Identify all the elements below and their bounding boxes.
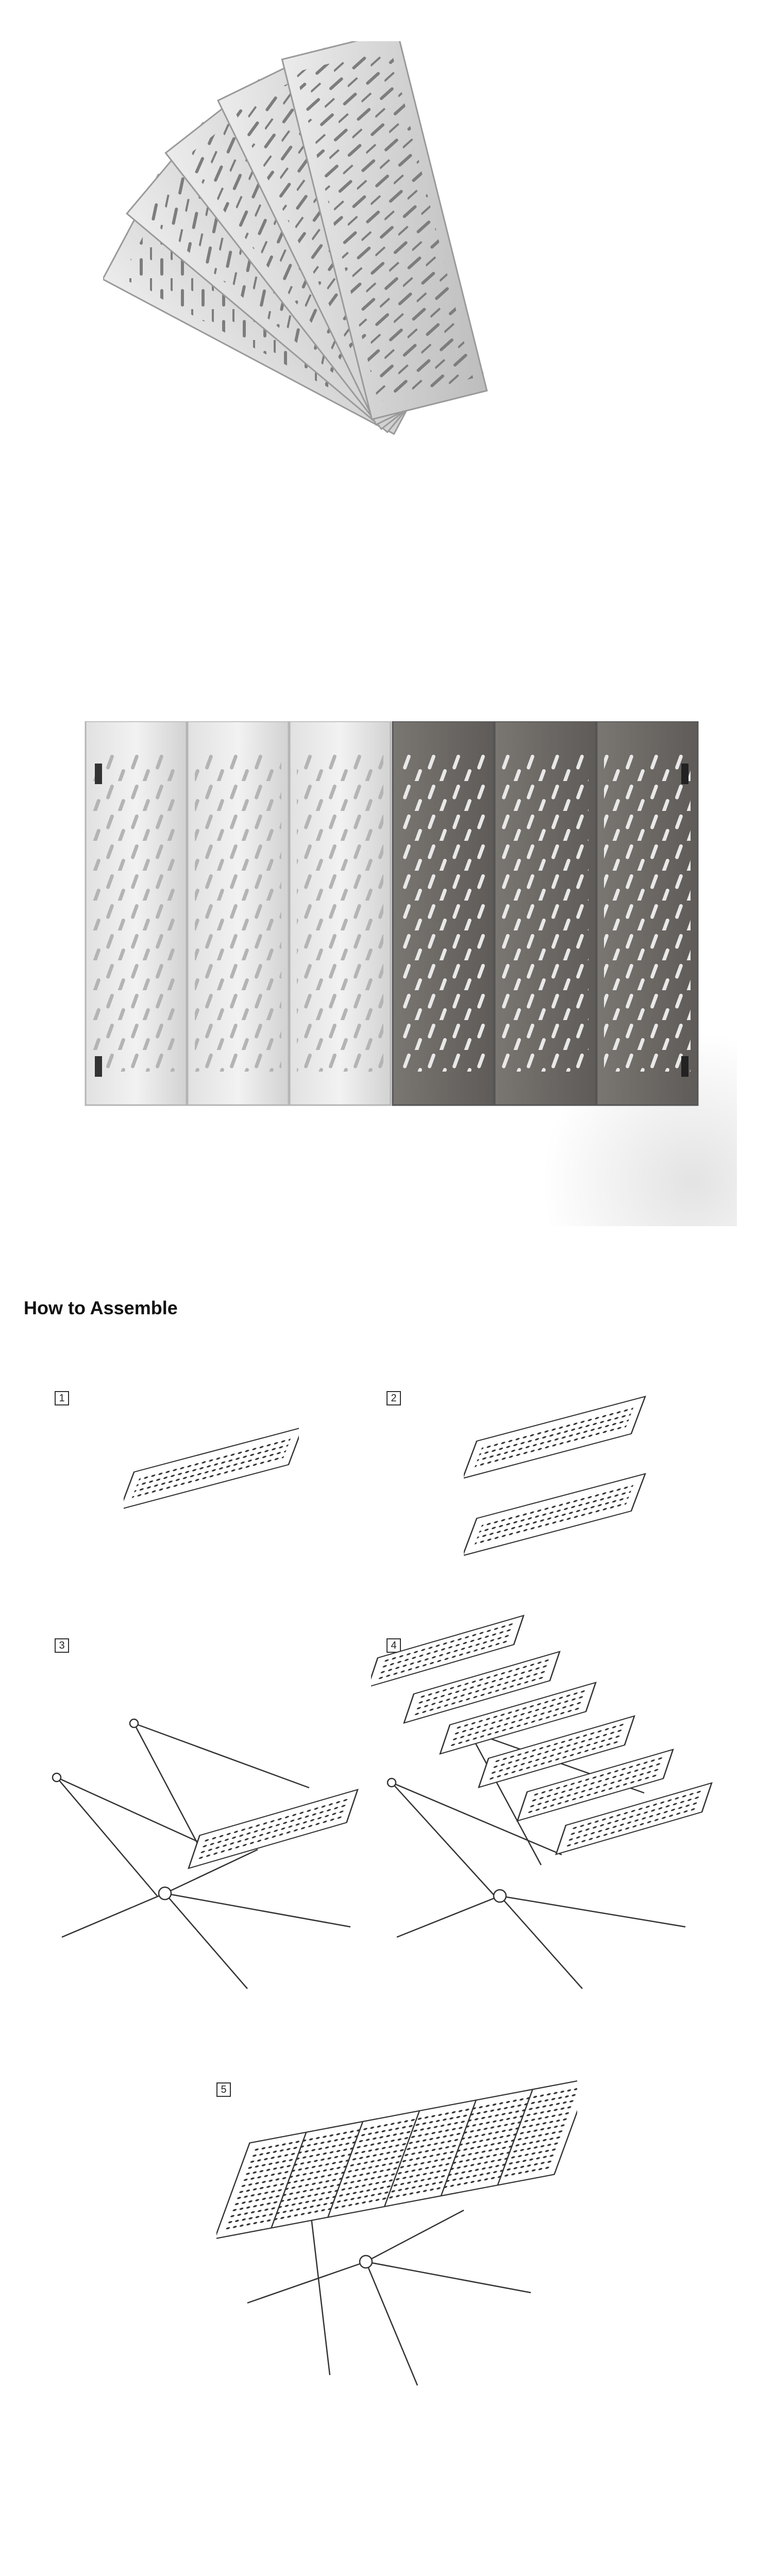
- step-1-badge: 1: [55, 1391, 69, 1405]
- flat-panels-illustration: [77, 721, 737, 1226]
- step-2-illustration: [464, 1391, 649, 1566]
- step-4-badge: 4: [386, 1638, 401, 1653]
- product-photo-flat-panels: [77, 721, 737, 1226]
- step-1-illustration: [124, 1412, 299, 1525]
- fanned-plates-illustration: [103, 41, 696, 536]
- step-3-badge: 3: [55, 1638, 69, 1653]
- step-3-illustration: [41, 1690, 376, 2009]
- section-heading: How to Assemble: [24, 1297, 178, 1318]
- step-5-illustration: [216, 2076, 577, 2396]
- product-photo-fanned-plates: [103, 41, 696, 536]
- step-5-badge: 5: [216, 2082, 231, 2097]
- step-2-badge: 2: [386, 1391, 401, 1405]
- step-4-illustration: [371, 1607, 742, 2009]
